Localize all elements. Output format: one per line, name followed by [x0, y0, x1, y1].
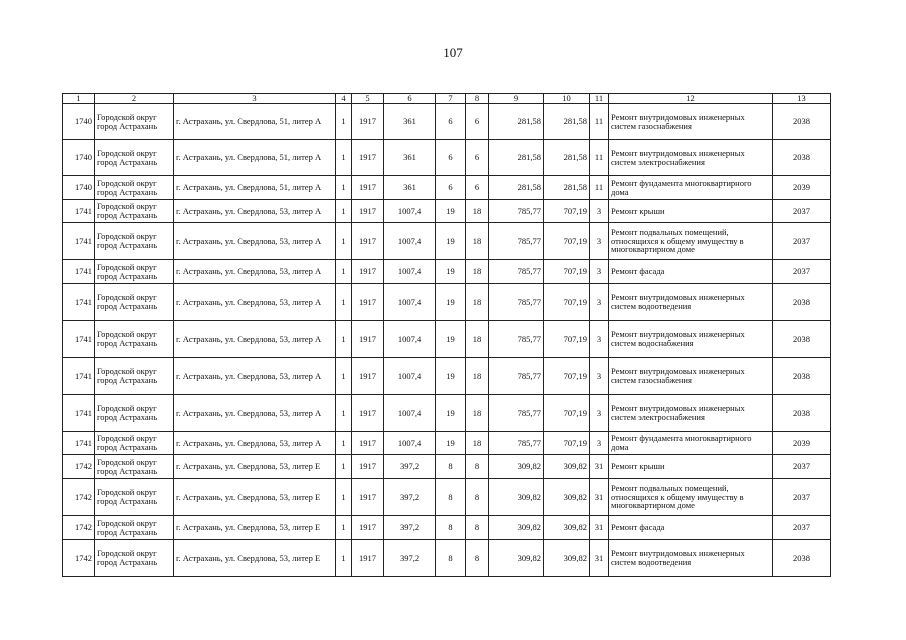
- area-col-9-cell: 785,77: [489, 432, 544, 455]
- row-number-cell: 1741: [63, 223, 95, 260]
- build-year-cell: 1917: [352, 284, 384, 321]
- col-7-cell: 19: [436, 200, 466, 223]
- col-4-cell: 1: [336, 540, 352, 577]
- row-number-cell: 1740: [63, 104, 95, 140]
- column-header-2: 2: [95, 94, 174, 104]
- address-cell: г. Астрахань, ул. Свердлова, 53, литер А: [174, 284, 336, 321]
- col-11-cell: 31: [590, 455, 609, 479]
- area-total-cell: 1007,4: [384, 321, 436, 358]
- col-8-cell: 6: [466, 140, 489, 176]
- area-total-cell: 1007,4: [384, 200, 436, 223]
- col-8-cell: 18: [466, 432, 489, 455]
- area-col-9-cell: 785,77: [489, 395, 544, 432]
- municipality-cell: Городской округ город Астрахань: [95, 479, 174, 516]
- planned-year-cell: 2038: [773, 104, 831, 140]
- build-year-cell: 1917: [352, 200, 384, 223]
- work-type-cell: Ремонт внутридомовых инженерных систем водоснабжения: [609, 321, 773, 358]
- address-cell: г. Астрахань, ул. Свердлова, 53, литер А: [174, 200, 336, 223]
- table-row: [63, 358, 831, 395]
- area-total-cell: 397,2: [384, 516, 436, 540]
- municipality-cell: Городской округ город Астрахань: [95, 200, 174, 223]
- table-row: [63, 540, 831, 577]
- area-col-9-cell: 785,77: [489, 321, 544, 358]
- municipality-cell: Городской округ город Астрахань: [95, 104, 174, 140]
- area-col-10-cell: 707,19: [544, 321, 590, 358]
- area-total-cell: 1007,4: [384, 260, 436, 284]
- area-total-cell: 361: [384, 104, 436, 140]
- build-year-cell: 1917: [352, 223, 384, 260]
- planned-year-cell: 2038: [773, 540, 831, 577]
- col-4-cell: 1: [336, 284, 352, 321]
- col-7-cell: 19: [436, 432, 466, 455]
- col-7-cell: 19: [436, 321, 466, 358]
- area-total-cell: 1007,4: [384, 358, 436, 395]
- area-col-9-cell: 309,82: [489, 479, 544, 516]
- col-8-cell: 6: [466, 104, 489, 140]
- area-col-10-cell: 707,19: [544, 284, 590, 321]
- work-type-cell: Ремонт внутридомовых инженерных систем газоснабжения: [609, 358, 773, 395]
- col-8-cell: 18: [466, 223, 489, 260]
- planned-year-cell: 2037: [773, 479, 831, 516]
- registry-table: [62, 93, 831, 577]
- area-col-9-cell: 281,58: [489, 104, 544, 140]
- municipality-cell: Городской округ город Астрахань: [95, 432, 174, 455]
- address-cell: г. Астрахань, ул. Свердлова, 53, литер Е: [174, 516, 336, 540]
- area-total-cell: 361: [384, 140, 436, 176]
- col-7-cell: 6: [436, 104, 466, 140]
- area-col-10-cell: 309,82: [544, 516, 590, 540]
- area-col-9-cell: 309,82: [489, 516, 544, 540]
- address-cell: г. Астрахань, ул. Свердлова, 53, литер А: [174, 395, 336, 432]
- col-11-cell: 11: [590, 176, 609, 200]
- col-8-cell: 18: [466, 284, 489, 321]
- address-cell: г. Астрахань, ул. Свердлова, 53, литер А: [174, 321, 336, 358]
- planned-year-cell: 2037: [773, 455, 831, 479]
- table-row: [63, 395, 831, 432]
- col-4-cell: 1: [336, 321, 352, 358]
- col-4-cell: 1: [336, 176, 352, 200]
- municipality-cell: Городской округ город Астрахань: [95, 260, 174, 284]
- work-type-cell: Ремонт крыши: [609, 200, 773, 223]
- col-11-cell: 3: [590, 223, 609, 260]
- col-8-cell: 18: [466, 260, 489, 284]
- row-number-cell: 1741: [63, 284, 95, 321]
- col-4-cell: 1: [336, 432, 352, 455]
- table-row: [63, 104, 831, 140]
- area-col-10-cell: 707,19: [544, 223, 590, 260]
- column-header-13: 13: [773, 94, 831, 104]
- column-header-9: 9: [489, 94, 544, 104]
- column-header-10: 10: [544, 94, 590, 104]
- column-header-3: 3: [174, 94, 336, 104]
- area-total-cell: 361: [384, 176, 436, 200]
- col-11-cell: 31: [590, 540, 609, 577]
- row-number-cell: 1742: [63, 540, 95, 577]
- planned-year-cell: 2037: [773, 200, 831, 223]
- address-cell: г. Астрахань, ул. Свердлова, 53, литер А: [174, 223, 336, 260]
- address-cell: г. Астрахань, ул. Свердлова, 53, литер А: [174, 432, 336, 455]
- area-col-10-cell: 707,19: [544, 200, 590, 223]
- col-11-cell: 31: [590, 516, 609, 540]
- area-col-10-cell: 281,58: [544, 104, 590, 140]
- col-11-cell: 3: [590, 284, 609, 321]
- address-cell: г. Астрахань, ул. Свердлова, 51, литер А: [174, 104, 336, 140]
- col-11-cell: 31: [590, 479, 609, 516]
- col-11-cell: 11: [590, 140, 609, 176]
- build-year-cell: 1917: [352, 104, 384, 140]
- build-year-cell: 1917: [352, 432, 384, 455]
- table-row: [63, 321, 831, 358]
- area-col-9-cell: 785,77: [489, 284, 544, 321]
- build-year-cell: 1917: [352, 540, 384, 577]
- municipality-cell: Городской округ город Астрахань: [95, 540, 174, 577]
- row-number-cell: 1742: [63, 455, 95, 479]
- build-year-cell: 1917: [352, 176, 384, 200]
- page-number: 107: [443, 45, 463, 60]
- column-header-8: 8: [466, 94, 489, 104]
- table-row: [63, 140, 831, 176]
- row-number-cell: 1742: [63, 516, 95, 540]
- table-row: [63, 176, 831, 200]
- column-header-7: 7: [436, 94, 466, 104]
- column-header-5: 5: [352, 94, 384, 104]
- col-7-cell: 19: [436, 260, 466, 284]
- planned-year-cell: 2038: [773, 284, 831, 321]
- col-4-cell: 1: [336, 260, 352, 284]
- build-year-cell: 1917: [352, 516, 384, 540]
- address-cell: г. Астрахань, ул. Свердлова, 53, литер А: [174, 358, 336, 395]
- col-8-cell: 18: [466, 321, 489, 358]
- area-col-10-cell: 707,19: [544, 260, 590, 284]
- col-8-cell: 8: [466, 540, 489, 577]
- municipality-cell: Городской округ город Астрахань: [95, 321, 174, 358]
- work-type-cell: Ремонт фундамента многоквартирного дома: [609, 176, 773, 200]
- work-type-cell: Ремонт подвальных помещений, относящихся к общему имуществу в многоквартирном доме: [609, 479, 773, 516]
- municipality-cell: Городской округ город Астрахань: [95, 455, 174, 479]
- table-row: [63, 516, 831, 540]
- work-type-cell: Ремонт подвальных помещений, относящихся к общему имуществу в многоквартирном доме: [609, 223, 773, 260]
- planned-year-cell: 2037: [773, 223, 831, 260]
- table-row: [63, 223, 831, 260]
- work-type-cell: Ремонт внутридомовых инженерных систем электроснабжения: [609, 395, 773, 432]
- col-7-cell: 8: [436, 540, 466, 577]
- col-8-cell: 8: [466, 455, 489, 479]
- build-year-cell: 1917: [352, 140, 384, 176]
- planned-year-cell: 2038: [773, 358, 831, 395]
- area-col-9-cell: 785,77: [489, 200, 544, 223]
- col-8-cell: 18: [466, 358, 489, 395]
- column-header-4: 4: [336, 94, 352, 104]
- area-col-10-cell: 309,82: [544, 540, 590, 577]
- planned-year-cell: 2039: [773, 176, 831, 200]
- row-number-cell: 1741: [63, 321, 95, 358]
- area-total-cell: 1007,4: [384, 395, 436, 432]
- col-4-cell: 1: [336, 200, 352, 223]
- planned-year-cell: 2039: [773, 432, 831, 455]
- row-number-cell: 1741: [63, 260, 95, 284]
- build-year-cell: 1917: [352, 358, 384, 395]
- area-total-cell: 397,2: [384, 479, 436, 516]
- column-header-11: 11: [590, 94, 609, 104]
- build-year-cell: 1917: [352, 321, 384, 358]
- row-number-cell: 1740: [63, 176, 95, 200]
- col-4-cell: 1: [336, 455, 352, 479]
- column-header-1: 1: [63, 94, 95, 104]
- build-year-cell: 1917: [352, 260, 384, 284]
- planned-year-cell: 2038: [773, 321, 831, 358]
- header-row: [63, 94, 831, 104]
- col-7-cell: 6: [436, 176, 466, 200]
- build-year-cell: 1917: [352, 395, 384, 432]
- col-7-cell: 19: [436, 284, 466, 321]
- area-col-10-cell: 707,19: [544, 432, 590, 455]
- address-cell: г. Астрахань, ул. Свердлова, 53, литер Е: [174, 455, 336, 479]
- col-7-cell: 8: [436, 455, 466, 479]
- work-type-cell: Ремонт внутридомовых инженерных систем водоотведения: [609, 540, 773, 577]
- column-header-12: 12: [609, 94, 773, 104]
- col-11-cell: 3: [590, 200, 609, 223]
- col-11-cell: 3: [590, 358, 609, 395]
- address-cell: г. Астрахань, ул. Свердлова, 53, литер Е: [174, 540, 336, 577]
- work-type-cell: Ремонт фундамента многоквартирного дома: [609, 432, 773, 455]
- work-type-cell: Ремонт внутридомовых инженерных систем электроснабжения: [609, 140, 773, 176]
- col-4-cell: 1: [336, 223, 352, 260]
- col-11-cell: 3: [590, 432, 609, 455]
- column-header-6: 6: [384, 94, 436, 104]
- work-type-cell: Ремонт внутридомовых инженерных систем газоснабжения: [609, 104, 773, 140]
- planned-year-cell: 2038: [773, 395, 831, 432]
- row-number-cell: 1740: [63, 140, 95, 176]
- planned-year-cell: 2037: [773, 516, 831, 540]
- area-col-9-cell: 785,77: [489, 223, 544, 260]
- col-7-cell: 19: [436, 358, 466, 395]
- municipality-cell: Городской округ город Астрахань: [95, 395, 174, 432]
- col-4-cell: 1: [336, 479, 352, 516]
- municipality-cell: Городской округ город Астрахань: [95, 516, 174, 540]
- col-8-cell: 6: [466, 176, 489, 200]
- work-type-cell: Ремонт фасада: [609, 260, 773, 284]
- area-col-10-cell: 707,19: [544, 395, 590, 432]
- col-7-cell: 19: [436, 223, 466, 260]
- col-8-cell: 8: [466, 516, 489, 540]
- address-cell: г. Астрахань, ул. Свердлова, 51, литер А: [174, 176, 336, 200]
- col-4-cell: 1: [336, 395, 352, 432]
- col-7-cell: 8: [436, 479, 466, 516]
- area-total-cell: 1007,4: [384, 432, 436, 455]
- row-number-cell: 1742: [63, 479, 95, 516]
- row-number-cell: 1741: [63, 395, 95, 432]
- planned-year-cell: 2037: [773, 260, 831, 284]
- area-col-9-cell: 281,58: [489, 140, 544, 176]
- col-4-cell: 1: [336, 104, 352, 140]
- address-cell: г. Астрахань, ул. Свердлова, 51, литер А: [174, 140, 336, 176]
- municipality-cell: Городской округ город Астрахань: [95, 176, 174, 200]
- col-4-cell: 1: [336, 358, 352, 395]
- col-7-cell: 19: [436, 395, 466, 432]
- municipality-cell: Городской округ город Астрахань: [95, 284, 174, 321]
- table-row: [63, 284, 831, 321]
- area-col-9-cell: 785,77: [489, 358, 544, 395]
- municipality-cell: Городской округ город Астрахань: [95, 358, 174, 395]
- area-col-9-cell: 309,82: [489, 540, 544, 577]
- table-row: [63, 260, 831, 284]
- build-year-cell: 1917: [352, 455, 384, 479]
- table-row: [63, 455, 831, 479]
- table-row: [63, 479, 831, 516]
- area-col-9-cell: 309,82: [489, 455, 544, 479]
- col-4-cell: 1: [336, 516, 352, 540]
- address-cell: г. Астрахань, ул. Свердлова, 53, литер А: [174, 260, 336, 284]
- work-type-cell: Ремонт крыши: [609, 455, 773, 479]
- row-number-cell: 1741: [63, 432, 95, 455]
- col-11-cell: 3: [590, 321, 609, 358]
- col-7-cell: 8: [436, 516, 466, 540]
- row-number-cell: 1741: [63, 200, 95, 223]
- col-11-cell: 3: [590, 260, 609, 284]
- address-cell: г. Астрахань, ул. Свердлова, 53, литер Е: [174, 479, 336, 516]
- col-11-cell: 11: [590, 104, 609, 140]
- build-year-cell: 1917: [352, 479, 384, 516]
- table-row: [63, 432, 831, 455]
- planned-year-cell: 2038: [773, 140, 831, 176]
- area-col-10-cell: 281,58: [544, 176, 590, 200]
- work-type-cell: Ремонт внутридомовых инженерных систем водоотведения: [609, 284, 773, 321]
- area-total-cell: 397,2: [384, 455, 436, 479]
- col-8-cell: 18: [466, 395, 489, 432]
- area-col-10-cell: 309,82: [544, 455, 590, 479]
- area-total-cell: 397,2: [384, 540, 436, 577]
- area-col-9-cell: 281,58: [489, 176, 544, 200]
- municipality-cell: Городской округ город Астрахань: [95, 140, 174, 176]
- col-8-cell: 18: [466, 200, 489, 223]
- area-total-cell: 1007,4: [384, 284, 436, 321]
- col-7-cell: 6: [436, 140, 466, 176]
- area-col-10-cell: 309,82: [544, 479, 590, 516]
- col-11-cell: 3: [590, 395, 609, 432]
- municipality-cell: Городской округ город Астрахань: [95, 223, 174, 260]
- row-number-cell: 1741: [63, 358, 95, 395]
- area-col-9-cell: 785,77: [489, 260, 544, 284]
- area-col-10-cell: 281,58: [544, 140, 590, 176]
- table-row: [63, 200, 831, 223]
- work-type-cell: Ремонт фасада: [609, 516, 773, 540]
- area-total-cell: 1007,4: [384, 223, 436, 260]
- area-col-10-cell: 707,19: [544, 358, 590, 395]
- col-8-cell: 8: [466, 479, 489, 516]
- col-4-cell: 1: [336, 140, 352, 176]
